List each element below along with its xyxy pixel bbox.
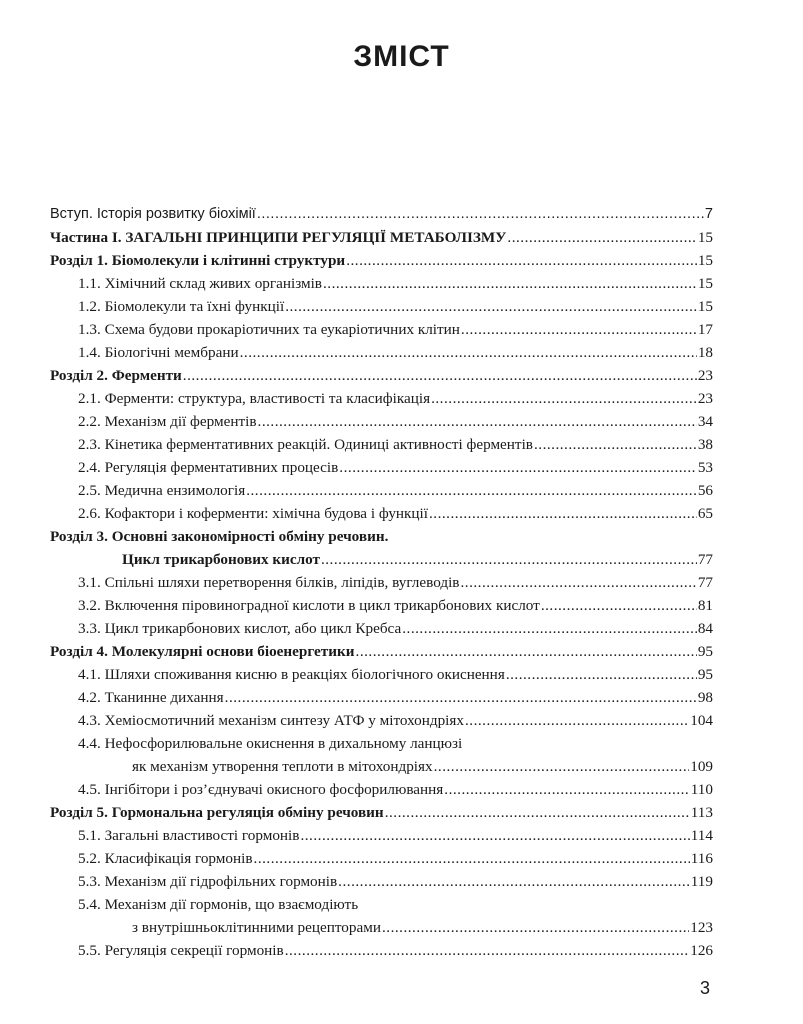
toc-entry-title: 2.3. Кінетика ферментативних реакцій. Одиниці активності ферментів — [78, 436, 533, 453]
toc-entry-page: 98 — [697, 689, 713, 706]
toc-entry-page: 15 — [697, 252, 713, 269]
toc-entry-continuation — [50, 755, 713, 778]
dot-leader — [254, 847, 690, 870]
toc-entry-page: 123 — [690, 919, 713, 936]
toc-entry — [50, 663, 713, 686]
toc-entry — [50, 709, 713, 732]
toc-entry — [50, 226, 713, 249]
toc-entry — [50, 502, 713, 525]
toc-entry — [50, 364, 713, 387]
toc-entry — [50, 801, 713, 824]
dot-leader — [506, 663, 697, 686]
toc-entry-page: 23 — [697, 390, 713, 407]
toc-entry — [50, 433, 713, 456]
page-number: 3 — [700, 978, 711, 998]
toc-entry-title: 3.3. Цикл трикарбонових кислот, або цикл Кребса — [78, 620, 402, 637]
toc-entry — [50, 778, 713, 801]
toc-entry — [50, 571, 713, 594]
dot-leader — [323, 272, 697, 295]
toc-entry-continuation — [50, 916, 713, 939]
toc-entry-title: 5.2. Класифікація гормонів — [78, 850, 253, 867]
dot-leader — [346, 249, 697, 272]
toc-entry-page: 77 — [697, 574, 713, 591]
toc-entry-page: 110 — [690, 781, 713, 798]
toc-entry-page: 53 — [697, 459, 713, 476]
toc-entry-page: 56 — [697, 482, 713, 499]
dot-leader — [382, 916, 689, 939]
toc-entry-page: 65 — [697, 505, 713, 522]
toc-entry-page: 95 — [697, 643, 713, 660]
dot-leader — [460, 571, 696, 594]
toc-entry — [50, 525, 713, 548]
toc-entry-page: 95 — [697, 666, 713, 683]
toc-entry — [50, 732, 713, 755]
toc-entry-page: 15 — [697, 298, 713, 315]
dot-leader — [465, 709, 689, 732]
toc-entry-title: Розділ 2. Ферменти — [50, 367, 182, 384]
toc-entry — [50, 594, 713, 617]
dot-leader — [444, 778, 690, 801]
toc-entry — [50, 870, 713, 893]
toc-entry-page: 34 — [697, 413, 713, 430]
toc-entry-title: 3.2. Включення піровиноградної кислоти в цикл трикарбонових кислот — [78, 597, 540, 614]
toc-entry-title: 4.2. Тканинне дихання — [78, 689, 224, 706]
toc-entry — [50, 456, 713, 479]
toc-entry-title: 3.1. Спільні шляхи перетворення білків, ліпідів, вуглеводів — [78, 574, 460, 591]
dot-leader — [534, 433, 697, 456]
dot-leader — [431, 387, 697, 410]
toc-entry — [50, 295, 713, 318]
toc-entry-title: Частина І. ЗАГАЛЬНІ ПРИНЦИПИ РЕГУЛЯЦІЇ МЕТАБОЛІЗМУ — [50, 229, 507, 246]
dot-leader — [461, 318, 697, 341]
toc-entry-page: 116 — [690, 850, 713, 867]
toc-entry-title-continuation: як механізм утворення теплоти в мітохондріях — [132, 758, 433, 775]
toc-entry-title: 4.5. Інгібітори і роз’єднувачі окисного фосфорилювання — [78, 781, 444, 798]
toc-entry-title: Розділ 4. Молекулярні основи біоенергетики — [50, 643, 355, 660]
toc-entry — [50, 686, 713, 709]
toc-entry — [50, 387, 713, 410]
toc-entry — [50, 824, 713, 847]
toc-entry-page: 114 — [690, 827, 713, 844]
toc-entry — [50, 203, 713, 226]
toc-entry-title: Розділ 1. Біомолекули і клітинні структури — [50, 252, 346, 269]
dot-leader — [434, 755, 690, 778]
dot-leader — [356, 640, 697, 663]
page-title: ЗМІСТ — [353, 40, 450, 73]
toc-entry-continuation — [50, 548, 713, 571]
toc-entry-page: 84 — [697, 620, 713, 637]
toc-entry-page: 15 — [697, 229, 713, 246]
toc-entry-page: 23 — [697, 367, 713, 384]
toc-entry-title: 1.4. Біологічні мембрани — [78, 344, 239, 361]
dot-leader — [338, 870, 690, 893]
toc-entry — [50, 272, 713, 295]
dot-leader — [429, 502, 697, 525]
toc-entry — [50, 249, 713, 272]
dot-leader — [183, 364, 697, 387]
toc-entry-page: 109 — [690, 758, 713, 775]
dot-leader — [321, 548, 697, 571]
toc-entry — [50, 410, 713, 433]
dot-leader — [240, 341, 697, 364]
dot-leader — [402, 617, 697, 640]
toc-entry-page: 119 — [690, 873, 713, 890]
toc-entry-page: 17 — [697, 321, 713, 338]
toc-entry — [50, 341, 713, 364]
table-of-contents — [50, 203, 713, 962]
dot-leader — [246, 479, 697, 502]
toc-entry-title-continuation: Цикл трикарбонових кислот — [122, 551, 320, 568]
dot-leader — [507, 226, 696, 249]
toc-entry — [50, 640, 713, 663]
toc-entry-title: 5.5. Регуляція секреції гормонів — [78, 942, 284, 959]
toc-entry-title: 4.4. Нефосфорилювальне окиснення в дихальному ланцюзі — [78, 735, 463, 752]
toc-entry-title: Розділ 5. Гормональна регуляція обміну речовин — [50, 804, 384, 821]
toc-entry — [50, 893, 713, 916]
toc-entry — [50, 617, 713, 640]
toc-entry-title: Розділ 3. Основні закономірності обміну речовин. — [50, 528, 389, 545]
toc-entry-title: 1.1. Хімічний склад живих організмів — [78, 275, 322, 292]
toc-entry-title: 1.3. Схема будови прокаріотичних та еукаріотичних клітин — [78, 321, 460, 338]
toc-entry-page: 18 — [697, 344, 713, 361]
toc-entry-title: 1.2. Біомолекули та їхні функції — [78, 298, 285, 315]
toc-entry-title: 5.1. Загальні властивості гормонів — [78, 827, 300, 844]
toc-entry — [50, 318, 713, 341]
toc-entry-page: 7 — [704, 206, 713, 222]
toc-entry-title-continuation: з внутрішньоклітинними рецепторами — [132, 919, 381, 936]
toc-entry-title: 5.4. Механізм дії гормонів, що взаємодіють — [78, 896, 359, 913]
dot-leader — [257, 203, 704, 226]
toc-entry-title: 2.5. Медична ензимологія — [78, 482, 246, 499]
dot-leader — [541, 594, 697, 617]
dot-leader — [339, 456, 697, 479]
toc-entry-page: 15 — [697, 275, 713, 292]
dot-leader — [385, 801, 690, 824]
toc-entry — [50, 939, 713, 962]
toc-entry-page: 104 — [690, 712, 713, 729]
dot-leader — [285, 939, 690, 962]
toc-entry-page: 81 — [697, 597, 713, 614]
toc-entry-title: 2.6. Кофактори і коферменти: хімічна будова і функції — [78, 505, 428, 522]
toc-entry-page: 38 — [697, 436, 713, 453]
toc-entry-page: 126 — [690, 942, 713, 959]
toc-entry-title: Вступ. Історія розвитку біохімії — [50, 206, 256, 222]
toc-entry-title: 4.3. Хеміосмотичний механізм синтезу АТФ у мітохондріях — [78, 712, 464, 729]
dot-leader — [285, 295, 697, 318]
toc-entry-page: 113 — [690, 804, 713, 821]
toc-entry-title: 2.2. Механізм дії ферментів — [78, 413, 257, 430]
toc-entry-title: 2.1. Ферменти: структура, властивості та класифікація — [78, 390, 431, 407]
dot-leader — [225, 686, 697, 709]
toc-entry-title: 2.4. Регуляція ферментативних процесів — [78, 459, 339, 476]
dot-leader — [300, 824, 689, 847]
toc-entry — [50, 847, 713, 870]
toc-entry-title: 4.1. Шляхи споживання кисню в реакціях біологічного окиснення — [78, 666, 505, 683]
toc-entry-page: 77 — [697, 551, 713, 568]
toc-entry-title: 5.3. Механізм дії гідрофільних гормонів — [78, 873, 338, 890]
dot-leader — [258, 410, 697, 433]
toc-entry — [50, 479, 713, 502]
